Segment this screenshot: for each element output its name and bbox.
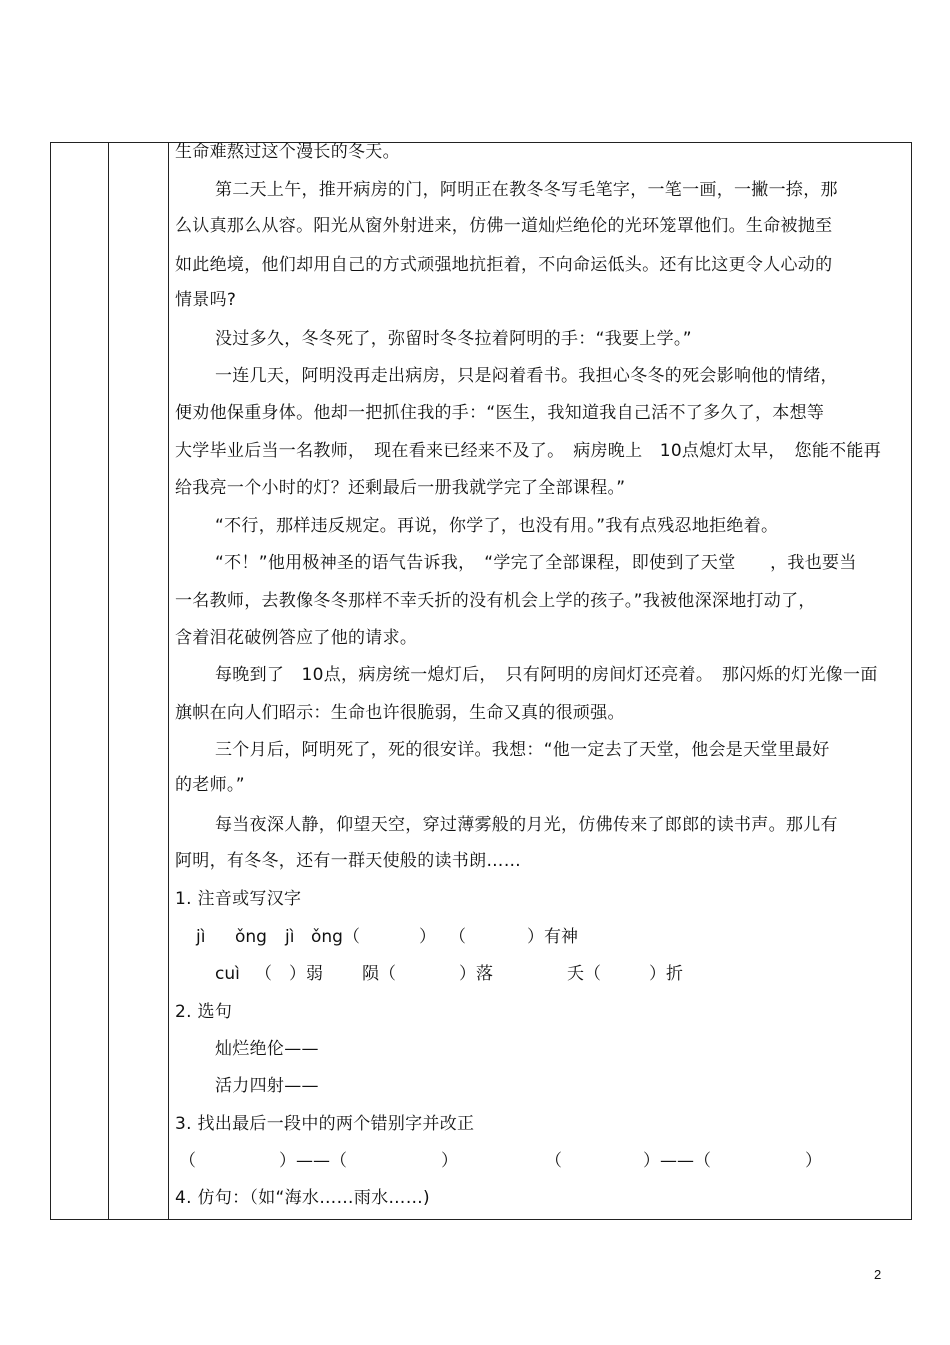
answer-blank-close: ）落 — [459, 964, 493, 984]
passage-line: 大学毕业后当一名教师， 现在看来已经来不及了。 病房晚上 10点熄灯太早， 您能不能再 — [175, 441, 882, 461]
passage-line: 三个月后，阿明死了，死的很安详。我想：“他一定去了天堂，他会是天堂里最好 — [215, 740, 830, 760]
pinyin-text: jì — [196, 927, 206, 947]
answer-blank-close: ） — [805, 1151, 822, 1171]
pinyin-text: jì — [285, 927, 295, 947]
passage-line: 阿明，有冬冬，还有一群天使般的读书朗…… — [175, 851, 521, 871]
answer-blank-close: ）有神 — [527, 927, 578, 947]
passage-line: 的老师。” — [175, 775, 245, 795]
answer-blank: （ ）弱 — [255, 964, 323, 984]
answer-blank-mid: ）——（ — [643, 1151, 711, 1171]
pinyin-text: ǒng — [235, 927, 267, 947]
table-column-divider — [108, 143, 109, 1219]
question-2-item: 灿烂绝伦—— — [215, 1039, 319, 1059]
answer-blank-open: （ — [449, 927, 466, 947]
passage-line: 一连几天，阿明没再走出病房，只是闷着看书。我担心冬冬的死会影响他的情绪， — [215, 366, 838, 386]
passage-line: 没过多久，冬冬死了，弥留时冬冬拉着阿明的手：“我要上学。” — [215, 329, 692, 349]
passage-line: 么认真那么从容。阳光从窗外射进来，仿佛一道灿烂绝伦的光环笼罩他们。生命被抛至 — [175, 216, 833, 236]
passage-line: 如此绝境，他们却用自己的方式顽强地抗拒着，不向命运低头。还有比这更令人心动的 — [175, 255, 833, 275]
pinyin-text: cuì — [215, 964, 240, 984]
worksheet-table — [50, 142, 912, 1220]
answer-blank-open: （ — [179, 1151, 196, 1171]
passage-line: “不！”他用极神圣的语气告诉我， “学完了全部课程，即使到了天堂 ，我也要当 — [215, 553, 857, 573]
passage-line: 第二天上午，推开病房的门，阿明正在教冬冬写毛笔字，一笔一画，一撇一捺，那 — [215, 180, 838, 200]
passage-line: 含着泪花破例答应了他的请求。 — [175, 628, 418, 648]
page-number: 2 — [874, 1267, 882, 1282]
passage-line: 每晚到了 10点，病房统一熄灯后， 只有阿明的房间灯还亮着。 那闪烁的灯光像一面 — [215, 665, 878, 685]
passage-line: 给我亮一个小时的灯？还剩最后一册我就学完了全部课程。” — [175, 478, 626, 498]
question-2-title: 2. 选句 — [175, 1002, 233, 1022]
passage-line: 便劝他保重身体。他却一把抓住我的手：“医生，我知道我自己活不了多久了，本想等 — [175, 403, 825, 423]
passage-line: 每当夜深人静，仰望天空，穿过薄雾般的月光，仿佛传来了郎郎的读书声。那儿有 — [215, 815, 838, 835]
table-column-divider — [168, 143, 169, 1219]
answer-blank-close: ） — [419, 927, 436, 947]
passage-line: 旗帜在向人们昭示：生命也许很脆弱，生命又真的很顽强。 — [175, 703, 625, 723]
passage-line: 情景吗? — [175, 290, 237, 310]
passage-line: 一名教师，去教像冬冬那样不幸夭折的没有机会上学的孩子。”我被他深深地打动了， — [175, 591, 816, 611]
answer-blank-open: 陨（ — [362, 964, 396, 984]
question-2-item: 活力四射—— — [215, 1076, 319, 1096]
answer-blank-open: 夭（ — [567, 964, 601, 984]
question-3-title: 3. 找出最后一段中的两个错别字并改正 — [175, 1114, 475, 1134]
passage-line: “不行，那样违反规定。再说，你学了，也没有用。”我有点残忍地拒绝着。 — [215, 516, 779, 536]
question-1-title: 1. 注音或写汉字 — [175, 889, 302, 909]
answer-blank-close: ） — [441, 1151, 458, 1171]
answer-blank-close: ）折 — [649, 964, 683, 984]
answer-blank-open: （ — [545, 1151, 562, 1171]
answer-blank-open: （ — [343, 927, 360, 947]
passage-line: 生命难熬过这个漫长的冬天。 — [175, 142, 400, 162]
answer-blank-mid: ）——（ — [279, 1151, 347, 1171]
content-cell — [175, 143, 901, 1219]
question-4-title: 4. 仿句：（如“海水……雨水……) — [175, 1188, 430, 1208]
pinyin-text: ǒng — [311, 927, 343, 947]
